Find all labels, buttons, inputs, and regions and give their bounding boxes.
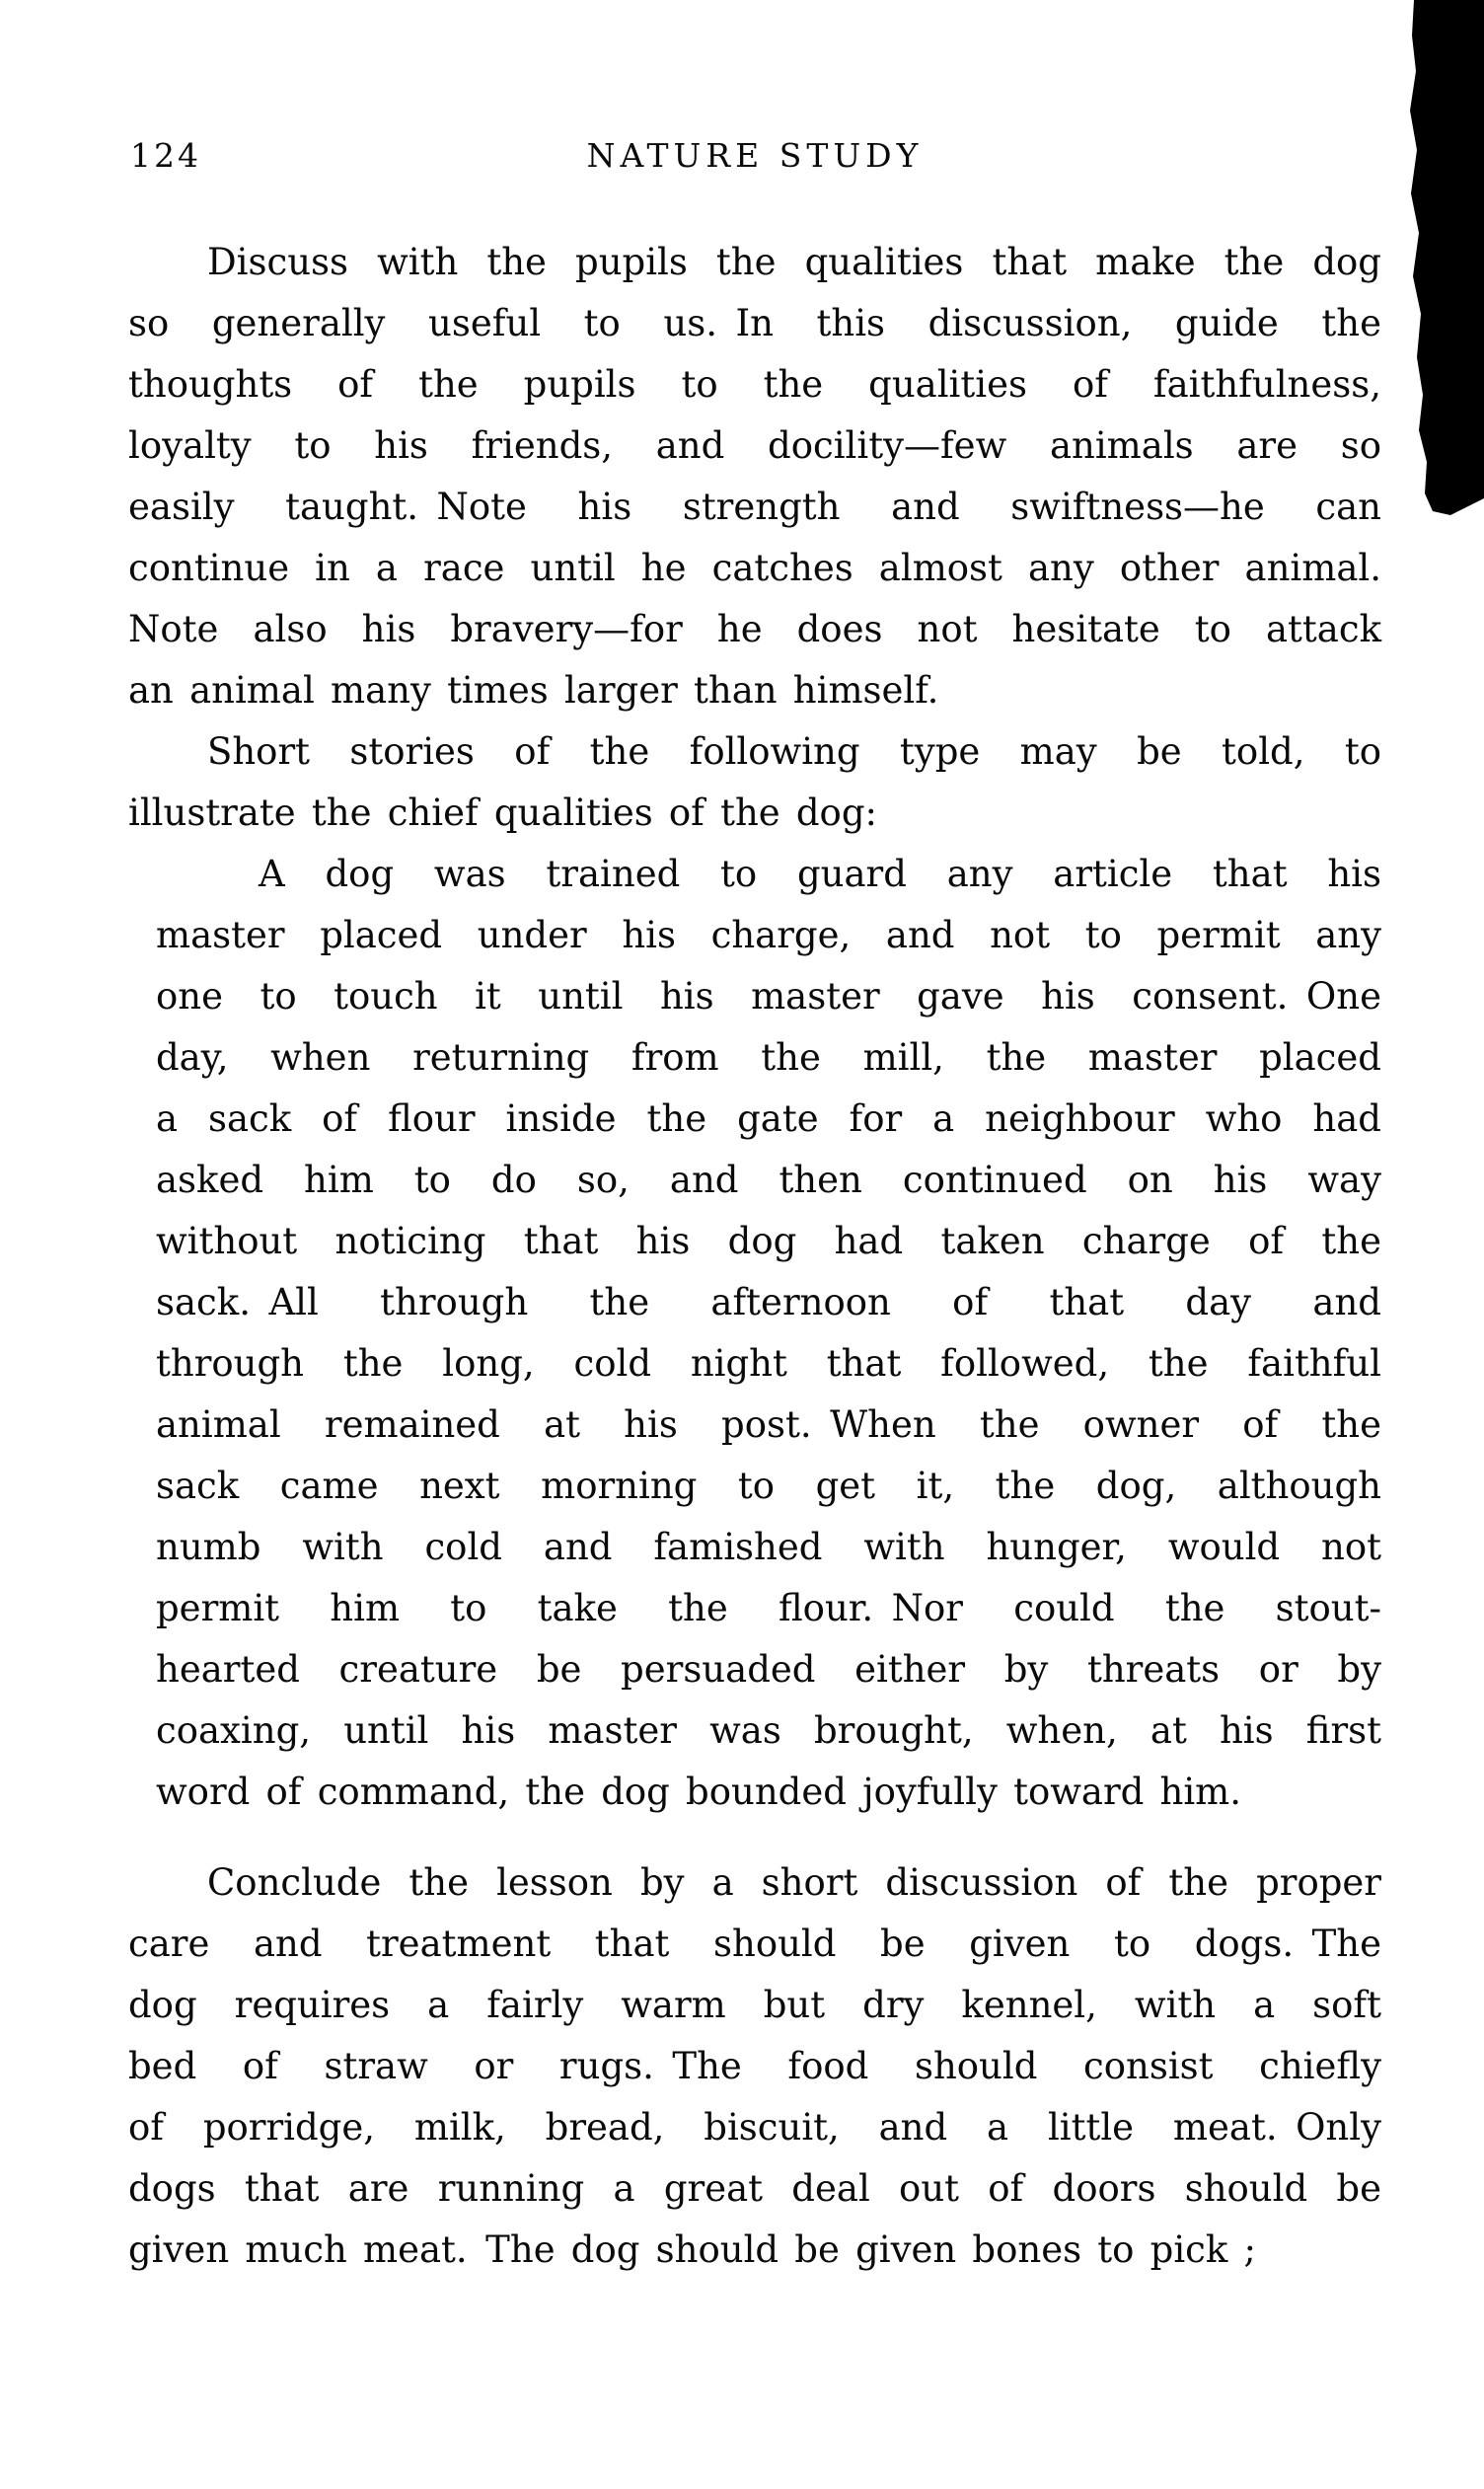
text-line: easily taught. Note his strength and swiftness—he can <box>128 486 1381 528</box>
text-line: word of command, the dog bounded joyfully toward him. <box>156 1771 1242 1813</box>
text-line: Conclude the lesson by a short discussion of the proper <box>207 1861 1381 1904</box>
text-line: asked him to do so, and then continued on his way <box>156 1159 1381 1201</box>
text-line: Note also his bravery—for he does not hesitate to attack <box>128 608 1381 650</box>
text-line: continue in a race until he catches almost any other animal. <box>128 547 1381 589</box>
paragraph-conclusion <box>128 1852 1381 2281</box>
text-line: day, when returning from the mill, the master placed <box>156 1036 1381 1079</box>
text-line: bed of straw or rugs. The food should consist chiefly <box>128 2045 1381 2087</box>
paragraph-discussion <box>128 232 1381 721</box>
text-line: of porridge, milk, bread, biscuit, and a little meat. Only <box>128 2106 1381 2149</box>
paragraph-short-stories <box>128 721 1381 844</box>
text-line: hearted creature be persuaded either by threats or by <box>156 1648 1381 1691</box>
text-line: illustrate the chief qualities of the dog: <box>128 792 877 834</box>
text-line: sack. All through the afternoon of that day and <box>156 1281 1381 1323</box>
scan-artifact-bar <box>1405 0 1484 523</box>
story-blockquote <box>128 844 1381 1823</box>
text-line: Discuss with the pupils the qualities that make the dog <box>207 241 1381 283</box>
text-line: master placed under his charge, and not to permit any <box>156 914 1381 956</box>
text-line: a sack of flour inside the gate for a neighbour who had <box>156 1097 1381 1140</box>
text-line: sack came next morning to get it, the dog, although <box>156 1465 1381 1507</box>
text-line: numb with cold and famished with hunger, would not <box>156 1526 1381 1568</box>
text-line: given much meat. The dog should be given bones to pick ; <box>128 2228 1256 2271</box>
text-line: care and treatment that should be given to dogs. The <box>128 1923 1381 1965</box>
page-header <box>128 136 1381 180</box>
text-line: animal remained at his post. When the owner of the <box>156 1403 1381 1446</box>
text-line: so generally useful to us. In this discussion, guide the <box>128 302 1381 344</box>
page-number: 124 <box>130 136 201 175</box>
text-line: A dog was trained to guard any article that his <box>259 853 1381 895</box>
text-line: through the long, cold night that followed, the faithful <box>156 1342 1381 1385</box>
text-line: dogs that are running a great deal out of doors should be <box>128 2167 1381 2210</box>
text-line: coaxing, until his master was brought, when, at his first <box>156 1709 1381 1752</box>
text-line: thoughts of the pupils to the qualities of faithfulness, <box>128 363 1381 406</box>
text-line: one to touch it until his master gave his consent. One <box>156 975 1381 1018</box>
page-body <box>128 232 1381 2281</box>
text-line: dog requires a fairly warm but dry kennel, with a soft <box>128 1984 1381 2026</box>
text-line: Short stories of the following type may be told, to <box>207 730 1381 773</box>
text-line: permit him to take the flour. Nor could the stout- <box>156 1587 1381 1629</box>
text-line: without noticing that his dog had taken charge of the <box>156 1220 1381 1262</box>
page-title: NATURE STUDY <box>586 136 924 175</box>
text-line: loyalty to his friends, and docility—few animals are so <box>128 424 1381 467</box>
text-line: an animal many times larger than himself. <box>128 669 939 712</box>
